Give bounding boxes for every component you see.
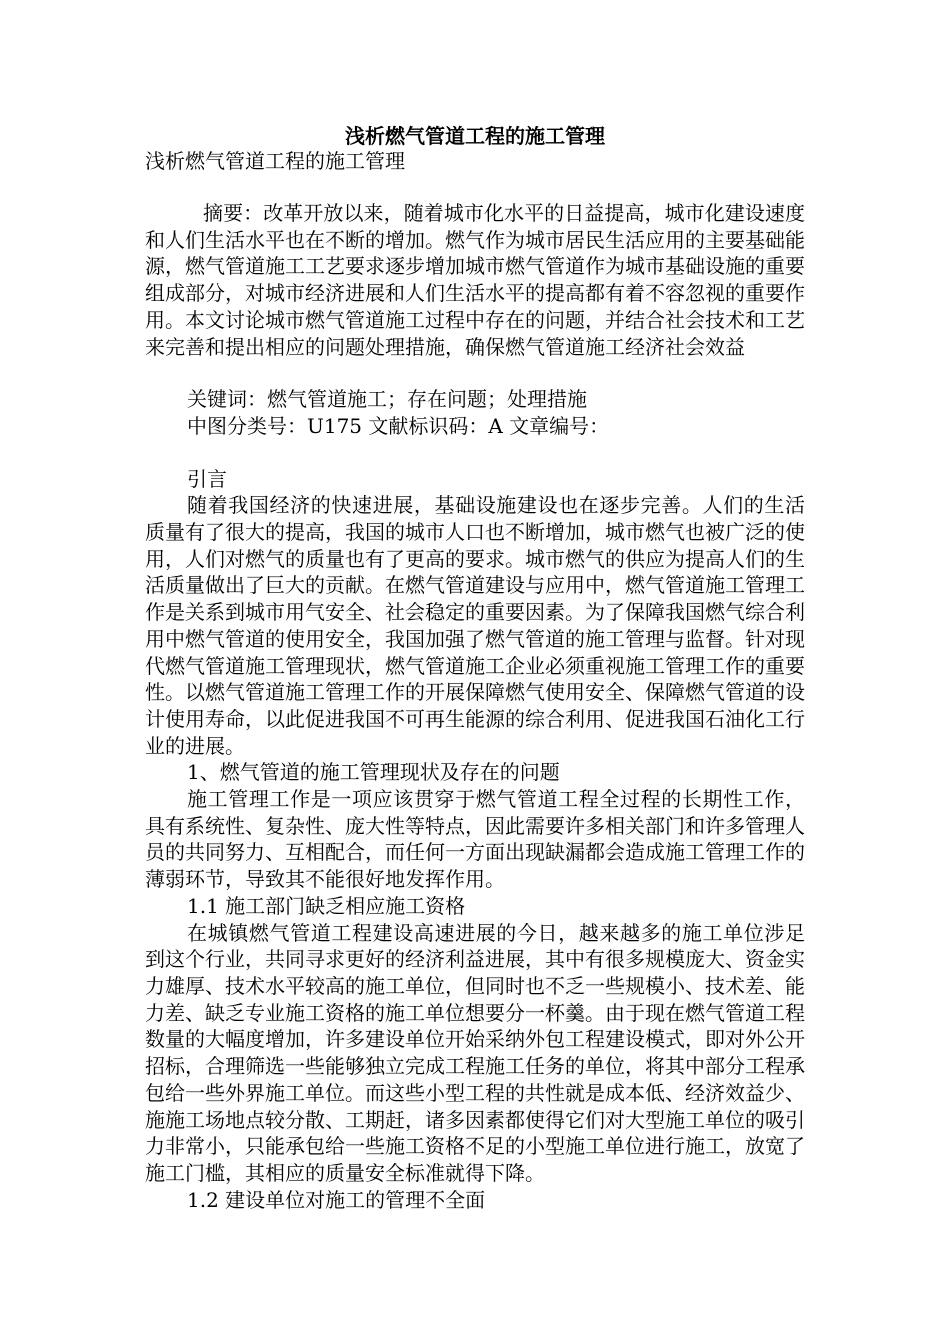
spacer	[145, 440, 805, 466]
classification-line: 中图分类号：U175 文献标识码：A 文章编号：	[187, 413, 610, 438]
intro-heading: 引言	[187, 466, 227, 491]
document-title: 浅析燃气管道工程的施工管理	[345, 124, 605, 148]
spacer	[145, 360, 805, 386]
section-1-heading: 1、燃气管道的施工管理现状及存在的问题	[187, 760, 560, 785]
section-1-1-paragraph: 在城镇燃气管道工程建设高速进展的今日，越来越多的施工单位涉足到这个行业，共同寻求更好的经济利益进展，其中有很多规模庞大、资金实力雄厚、技术水平较高的施工单位，但同时也不乏一些规模小、技术差、能力差、缺乏专业施工资格的施工单位想要分一杯羹。由于现在燃气管道工程数量的大幅度增加，许多建设单位开始采纳外包工程建设模式，即对外公开招标，合理筛选一些能够独立完成工程施工任务的单位，将其中部分工程承包给一些外界施工单位。而这些小型工程的共性就是成本低、经济效益少、施施工场地点较分散、工期赶，诸多因素都使得它们对大型施工单位的吸引力非常小，只能承包给一些施工资格不足的小型施工单位进行施工，放宽了施工门槛，其相应的质量安全标准就得下降。	[145, 920, 805, 1185]
spacer	[145, 174, 805, 200]
abstract-paragraph: 摘要：改革开放以来，随着城市化水平的日益提高，城市化建设速度和人们生活水平也在不断的增加。燃气作为城市居民生活应用的主要基础能源，燃气管道施工工艺要求逐步增加城市燃气管道作为城市基础设施的重要组成部分，对城市经济进展和人们生活水平的提高都有着不容忽视的重要作用。本文讨论城市燃气管道施工过程中存在的问题，并结合社会技术和工艺来完善和提出相应的问题处理措施，确保燃气管道施工经济社会效益	[145, 201, 805, 359]
section-1-2-heading: 1.2 建设单位对施工的管理不全面	[187, 1187, 486, 1212]
intro-paragraph: 随着我国经济的快速进展，基础设施建设也在逐步完善。人们的生活质量有了很大的提高，我国的城市人口也不断增加，城市燃气也被广泛的使用，人们对燃气的质量也有了更高的要求。城市燃气的供应为提高人们的生活质量做出了巨大的贡献。在燃气管道建设与应用中，燃气管道施工管理工作是关系到城市用气安全、社会稳定的重要因素。为了保障我国燃气综合利用中燃气管道的使用安全，我国加强了燃气管道的施工管理与监督。针对现代燃气管道施工管理现状，燃气管道施工企业必须重视施工管理工作的重要性。以燃气管道施工管理工作的开展保障燃气使用安全、保障燃气管道的设计使用寿命，以此促进我国不可再生能源的综合利用、促进我国石油化工行业的进展。	[145, 493, 805, 758]
document-subtitle: 浅析燃气管道工程的施工管理	[145, 149, 405, 173]
section-1-1-heading: 1.1 施工部门缺乏相应施工资格	[187, 893, 466, 918]
document-page	[145, 124, 805, 1213]
section-1-paragraph: 施工管理工作是一项应该贯穿于燃气管道工程全过程的长期性工作，具有系统性、复杂性、庞大性等特点，因此需要许多相关部门和许多管理人员的共同努力、互相配合，而任何一方面出现缺漏都会造成施工管理工作的薄弱环节，导致其不能很好地发挥作用。	[145, 787, 805, 892]
keywords-line: 关键词：燃气管道施工；存在问题；处理措施	[187, 387, 587, 412]
